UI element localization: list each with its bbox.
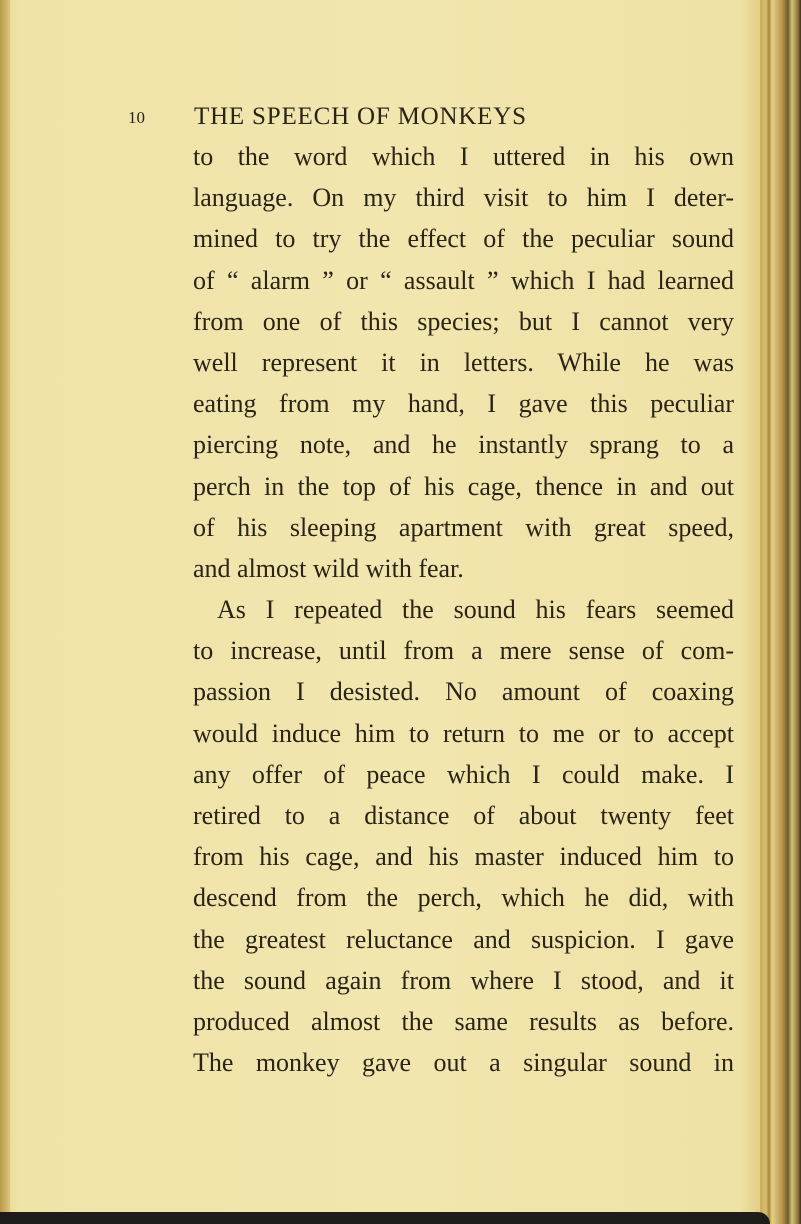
text-line: any offer of peace which I could make. I bbox=[193, 759, 734, 789]
text-line: to increase, until from a mere sense of com- bbox=[193, 636, 734, 666]
text-line: perch in the top of his cage, thence in and out bbox=[193, 471, 734, 501]
page-left-edge bbox=[0, 0, 10, 1224]
text-line: and almost wild with fear. bbox=[193, 553, 464, 583]
text-line: well represent it in letters. While he was bbox=[193, 347, 734, 377]
text-line: As I repeated the sound his fears seemed bbox=[217, 595, 734, 625]
text-line: passion I desisted. No amount of coaxing bbox=[193, 677, 734, 707]
text-line: would induce him to return to me or to accept bbox=[193, 718, 734, 748]
book-binding-edge bbox=[760, 0, 801, 1224]
text-line: from one of this species; but I cannot very bbox=[193, 306, 734, 336]
text-line: the sound again from where I stood, and it bbox=[193, 965, 734, 995]
text-line: retired to a distance of about twenty feet bbox=[193, 801, 734, 830]
page-bottom-shadow bbox=[0, 1212, 770, 1224]
text-line: descend from the perch, which he did, with bbox=[193, 883, 734, 913]
text-line: mined to try the effect of the peculiar sound bbox=[193, 224, 734, 254]
text-line: produced almost the same results as before. bbox=[193, 1006, 734, 1036]
text-line: from his cage, and his master induced him to bbox=[193, 842, 734, 872]
text-line: to the word which I uttered in his own bbox=[193, 142, 734, 171]
running-title: THE SPEECH OF MONKEYS bbox=[194, 103, 527, 130]
text-line: of “ alarm ” or “ assault ” which I had learned bbox=[193, 265, 734, 295]
text-line: The monkey gave out a singular sound in bbox=[193, 1048, 734, 1078]
body-text bbox=[193, 136, 734, 1083]
text-line: language. On my third visit to him I deter- bbox=[193, 183, 734, 213]
text-line: of his sleeping apartment with great speed, bbox=[193, 512, 734, 542]
text-line: piercing note, and he instantly sprang to a bbox=[193, 430, 734, 460]
text-line: eating from my hand, I gave this peculiar bbox=[193, 389, 734, 419]
page-number: 10 bbox=[128, 108, 145, 127]
text-line: the greatest reluctance and suspicion. I gave bbox=[193, 924, 734, 954]
